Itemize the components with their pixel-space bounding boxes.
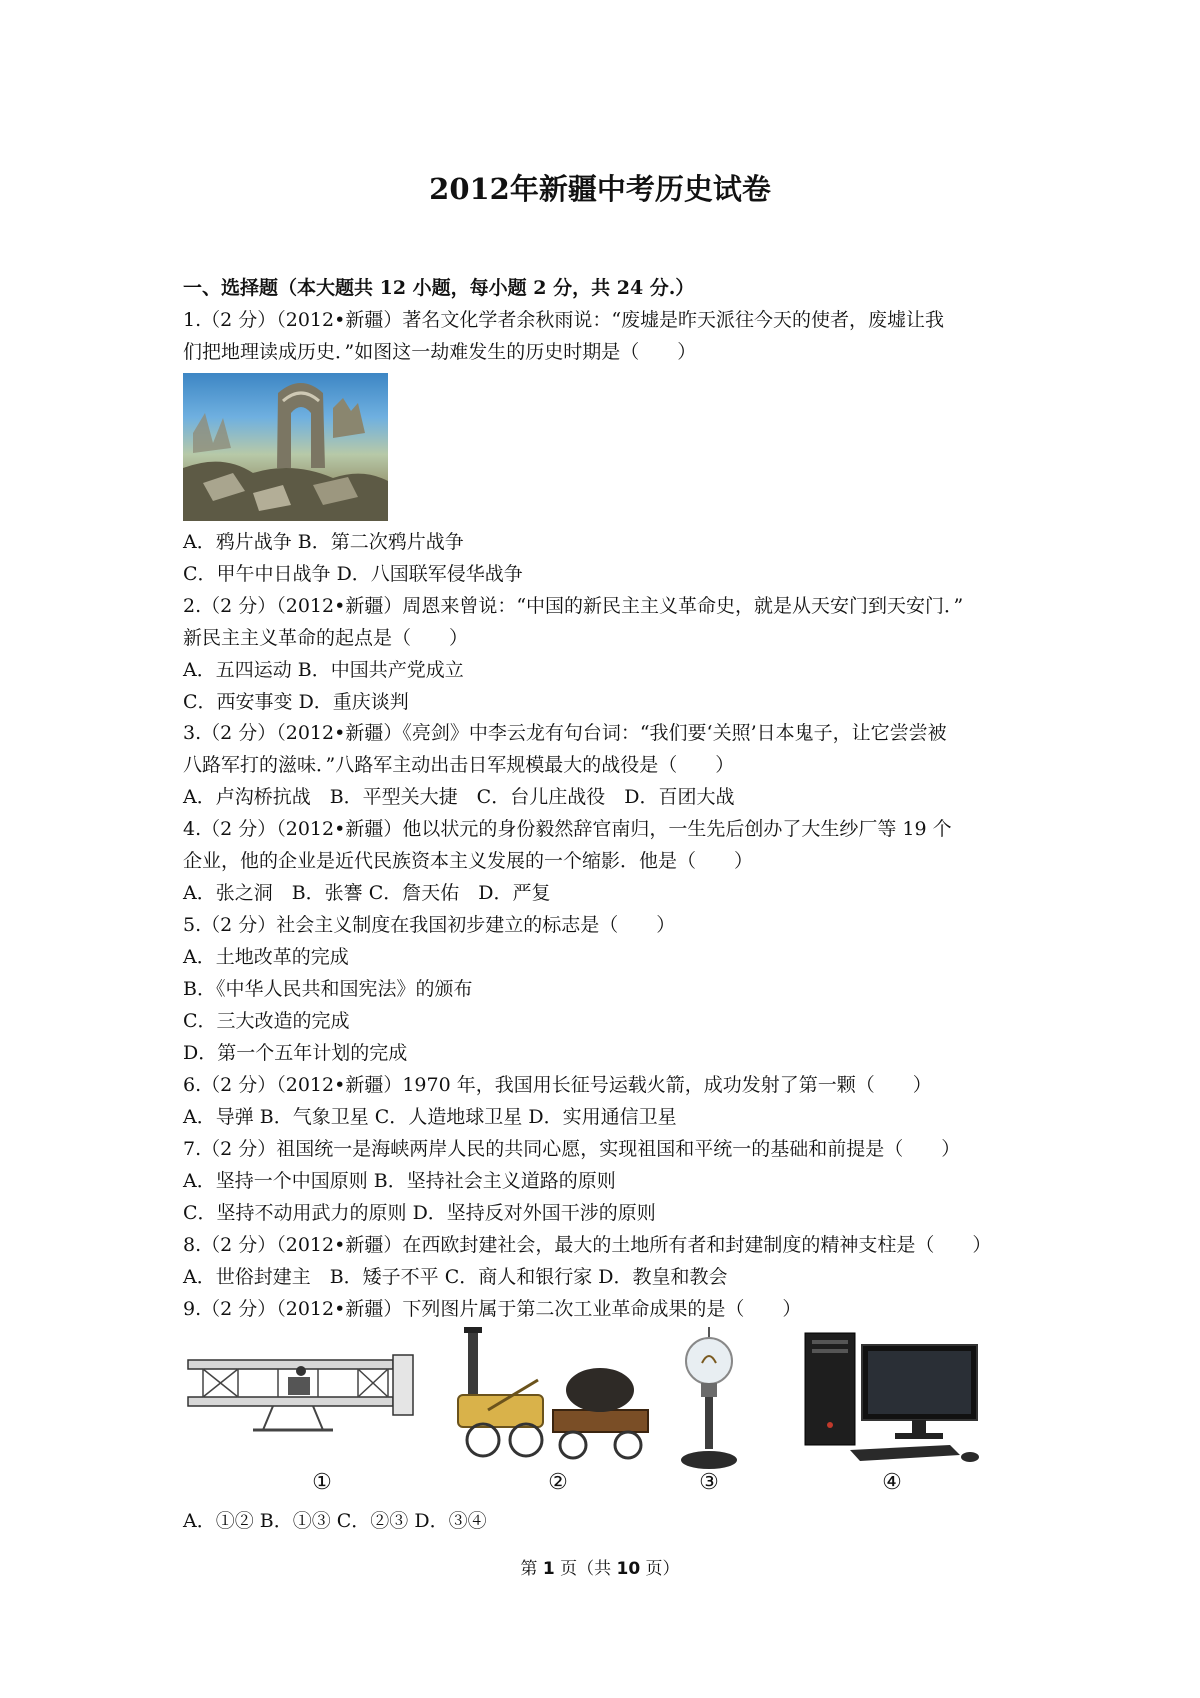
question-8-stem: 8.（2 分）（2012•新疆）在西欧封建社会，最大的土地所有者和封建制度的精神支柱是（ ） [183, 1234, 992, 1256]
airplane-image [183, 1325, 418, 1475]
figure-number-2: ② [548, 1470, 568, 1495]
figure-number-3: ③ [699, 1470, 719, 1495]
question-4-stem-line-1: 4.（2 分）（2012•新疆）他以状元的身份毅然辞官南归，一生先后创办了大生纱厂等 19 个 [183, 818, 952, 840]
question-1-options-line-1: A．鸦片战争 B．第二次鸦片战争 [183, 531, 464, 553]
figure-number-1: ① [312, 1470, 332, 1495]
question-7-options-line-1: A．坚持一个中国原则 B．坚持社会主义道路的原则 [183, 1170, 616, 1192]
question-9-stem: 9.（2 分）（2012•新疆）下列图片属于第二次工业革命成果的是（ ） [183, 1298, 802, 1320]
footer-prefix: 第 [520, 1559, 543, 1579]
question-8-options: A．世俗封建主 B．矮子不平 C．商人和银行家 D．教皇和教会 [183, 1266, 728, 1288]
light-bulb-image [672, 1325, 747, 1475]
question-3-options: A．卢沟桥抗战 B．平型关大捷 C．台儿庄战役 D．百团大战 [183, 786, 735, 808]
question-1-stem-line-2: 们把地理读成历史．”如图这一劫难发生的历史时期是（ ） [183, 341, 697, 363]
question-7-options-line-2: C．坚持不动用武力的原则 D．坚持反对外国干涉的原则 [183, 1202, 656, 1224]
steam-locomotive-image [448, 1325, 658, 1475]
question-2-options-line-1: A．五四运动 B．中国共产党成立 [183, 659, 464, 681]
footer-middle: 页（共 [554, 1559, 617, 1579]
question-3-stem-line-1: 3.（2 分）（2012•新疆）《亮剑》中李云龙有句台词：“我们要‘关照’日本鬼子，让它尝尝被 [183, 722, 947, 744]
yuanmingyuan-ruins-photo [183, 373, 388, 521]
question-5-option-c: C．三大改造的完成 [183, 1010, 350, 1032]
question-1-stem-line-1: 1.（2 分）（2012•新疆）著名文化学者余秋雨说：“废墟是昨天派往今天的使者，废墟让我 [183, 309, 945, 331]
computer-image [800, 1325, 990, 1475]
question-7-stem: 7.（2 分）祖国统一是海峡两岸人民的共同心愿，实现祖国和平统一的基础和前提是（ ） [183, 1138, 961, 1160]
question-1-options-line-2: C．甲午中日战争 D．八国联军侵华战争 [183, 563, 523, 585]
question-3-stem-line-2: 八路军打的滋味．”八路军主动出击日军规模最大的战役是（ ） [183, 754, 735, 776]
footer-suffix: 页） [640, 1559, 680, 1579]
question-2-options-line-2: C．西安事变 D．重庆谈判 [183, 691, 409, 713]
footer-total-pages: 10 [616, 1559, 641, 1579]
figure-number-4: ④ [882, 1470, 902, 1495]
footer-page-number: 1 [542, 1559, 555, 1579]
question-6-options: A．导弹 B．气象卫星 C．人造地球卫星 D．实用通信卫星 [183, 1106, 677, 1128]
question-4-stem-line-2: 企业，他的企业是近代民族资本主义发展的一个缩影．他是（ ） [183, 850, 754, 872]
page-footer [0, 1559, 1200, 1579]
question-6-stem: 6.（2 分）（2012•新疆）1970 年，我国用长征号运载火箭，成功发射了第一颗（ ） [183, 1074, 932, 1096]
question-2-stem-line-1: 2.（2 分）（2012•新疆）周恩来曾说：“中国的新民主主义革命史，就是从天安门到天安门．” [183, 595, 964, 617]
question-5-option-d: D．第一个五年计划的完成 [183, 1042, 408, 1064]
question-5-option-a: A．土地改革的完成 [183, 946, 349, 968]
question-9-options: A．①② B．①③ C．②③ D．③④ [183, 1510, 487, 1532]
question-5-option-b: B．《中华人民共和国宪法》的颁布 [183, 978, 473, 1000]
question-2-stem-line-2: 新民主主义革命的起点是（ ） [183, 627, 469, 649]
question-4-options: A．张之洞 B．张謇 C．詹天佑 D．严复 [183, 882, 551, 904]
section-heading: 一、选择题（本大题共 12 小题，每小题 2 分，共 24 分.） [183, 277, 695, 299]
question-5-stem: 5.（2 分）社会主义制度在我国初步建立的标志是（ ） [183, 914, 676, 936]
page-title: 2012年新疆中考历史试卷 [429, 172, 771, 206]
